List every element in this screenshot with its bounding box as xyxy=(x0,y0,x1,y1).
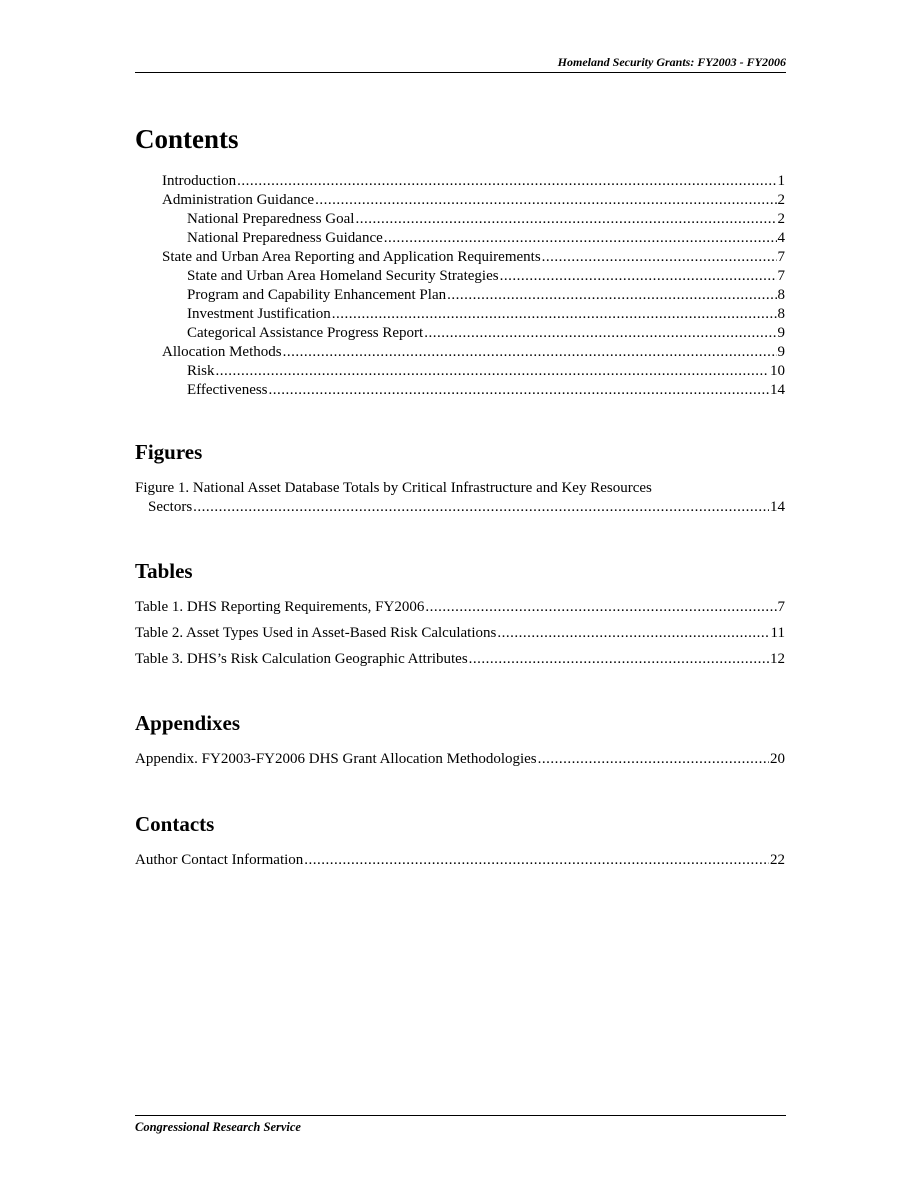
figure-1-label-line1: Figure 1. National Asset Database Totals by Critical Infrastructure and Key Resources xyxy=(135,480,652,496)
tables-list xyxy=(135,598,785,669)
toc-entry-appendix[interactable]: Appendix. FY2003-FY2006 DHS Grant Allocation Methodologies ..... 20 xyxy=(135,750,785,769)
appendixes-heading: Appendixes xyxy=(135,711,241,735)
toc-entry-introduction[interactable]: Introduction ..... 1 xyxy=(135,172,785,191)
running-header xyxy=(135,55,786,73)
toc-entry-allocation-methods[interactable]: Allocation Methods ..... 9 xyxy=(135,343,785,362)
toc-entry-investment-justification[interactable]: Investment Justification ..... 8 xyxy=(135,305,785,324)
header-title: Homeland Security Grants: FY2003 - FY2006 xyxy=(557,55,786,69)
toc-entry-homeland-security-strategies[interactable]: State and Urban Area Homeland Security Strategies ..... 7 xyxy=(135,267,785,286)
tables-heading: Tables xyxy=(135,559,193,583)
toc-entry-national-preparedness-goal[interactable]: National Preparedness Goal ..... 2 xyxy=(135,210,785,229)
contacts-heading: Contacts xyxy=(135,812,215,836)
figures-list xyxy=(135,479,785,517)
toc-entry-national-preparedness-guidance[interactable]: National Preparedness Guidance ..... 4 xyxy=(135,229,785,248)
figure-1-page: 14 xyxy=(770,499,785,515)
toc-entry-administration-guidance[interactable]: Administration Guidance ..... 2 xyxy=(135,191,785,210)
footer-rule xyxy=(135,1115,786,1116)
toc-entry-author-contact[interactable]: Author Contact Information ..... 22 xyxy=(135,851,785,870)
toc-entry-capability-enhancement-plan[interactable]: Program and Capability Enhancement Plan ..... 8 xyxy=(135,286,785,305)
toc-entry-table-2[interactable]: Table 2. Asset Types Used in Asset-Based Risk Calculations ..... 11 xyxy=(135,624,785,643)
toc-entry-table-3[interactable]: Table 3. DHS’s Risk Calculation Geographic Attributes ..... 12 xyxy=(135,650,785,669)
figures-heading: Figures xyxy=(135,440,203,464)
toc-entry-figure-1[interactable] xyxy=(135,479,785,517)
contacts-list xyxy=(135,851,785,870)
toc-entry-effectiveness[interactable]: Effectiveness ..... 14 xyxy=(135,381,785,400)
toc-entry-risk[interactable]: Risk ..... 10 xyxy=(135,362,785,381)
toc-entry-progress-report[interactable]: Categorical Assistance Progress Report ..... 9 xyxy=(135,324,785,343)
toc-entry-table-1[interactable]: Table 1. DHS Reporting Requirements, FY2006 ..... 7 xyxy=(135,598,785,617)
running-footer: Congressional Research Service xyxy=(135,1120,301,1134)
contents-list xyxy=(135,172,785,400)
appendixes-list xyxy=(135,750,785,769)
figure-1-label-line2: Sectors xyxy=(148,499,193,515)
contents-heading: Contents xyxy=(135,124,239,154)
toc-entry-reporting-requirements[interactable]: State and Urban Area Reporting and Application Requirements ..... 7 xyxy=(135,248,785,267)
